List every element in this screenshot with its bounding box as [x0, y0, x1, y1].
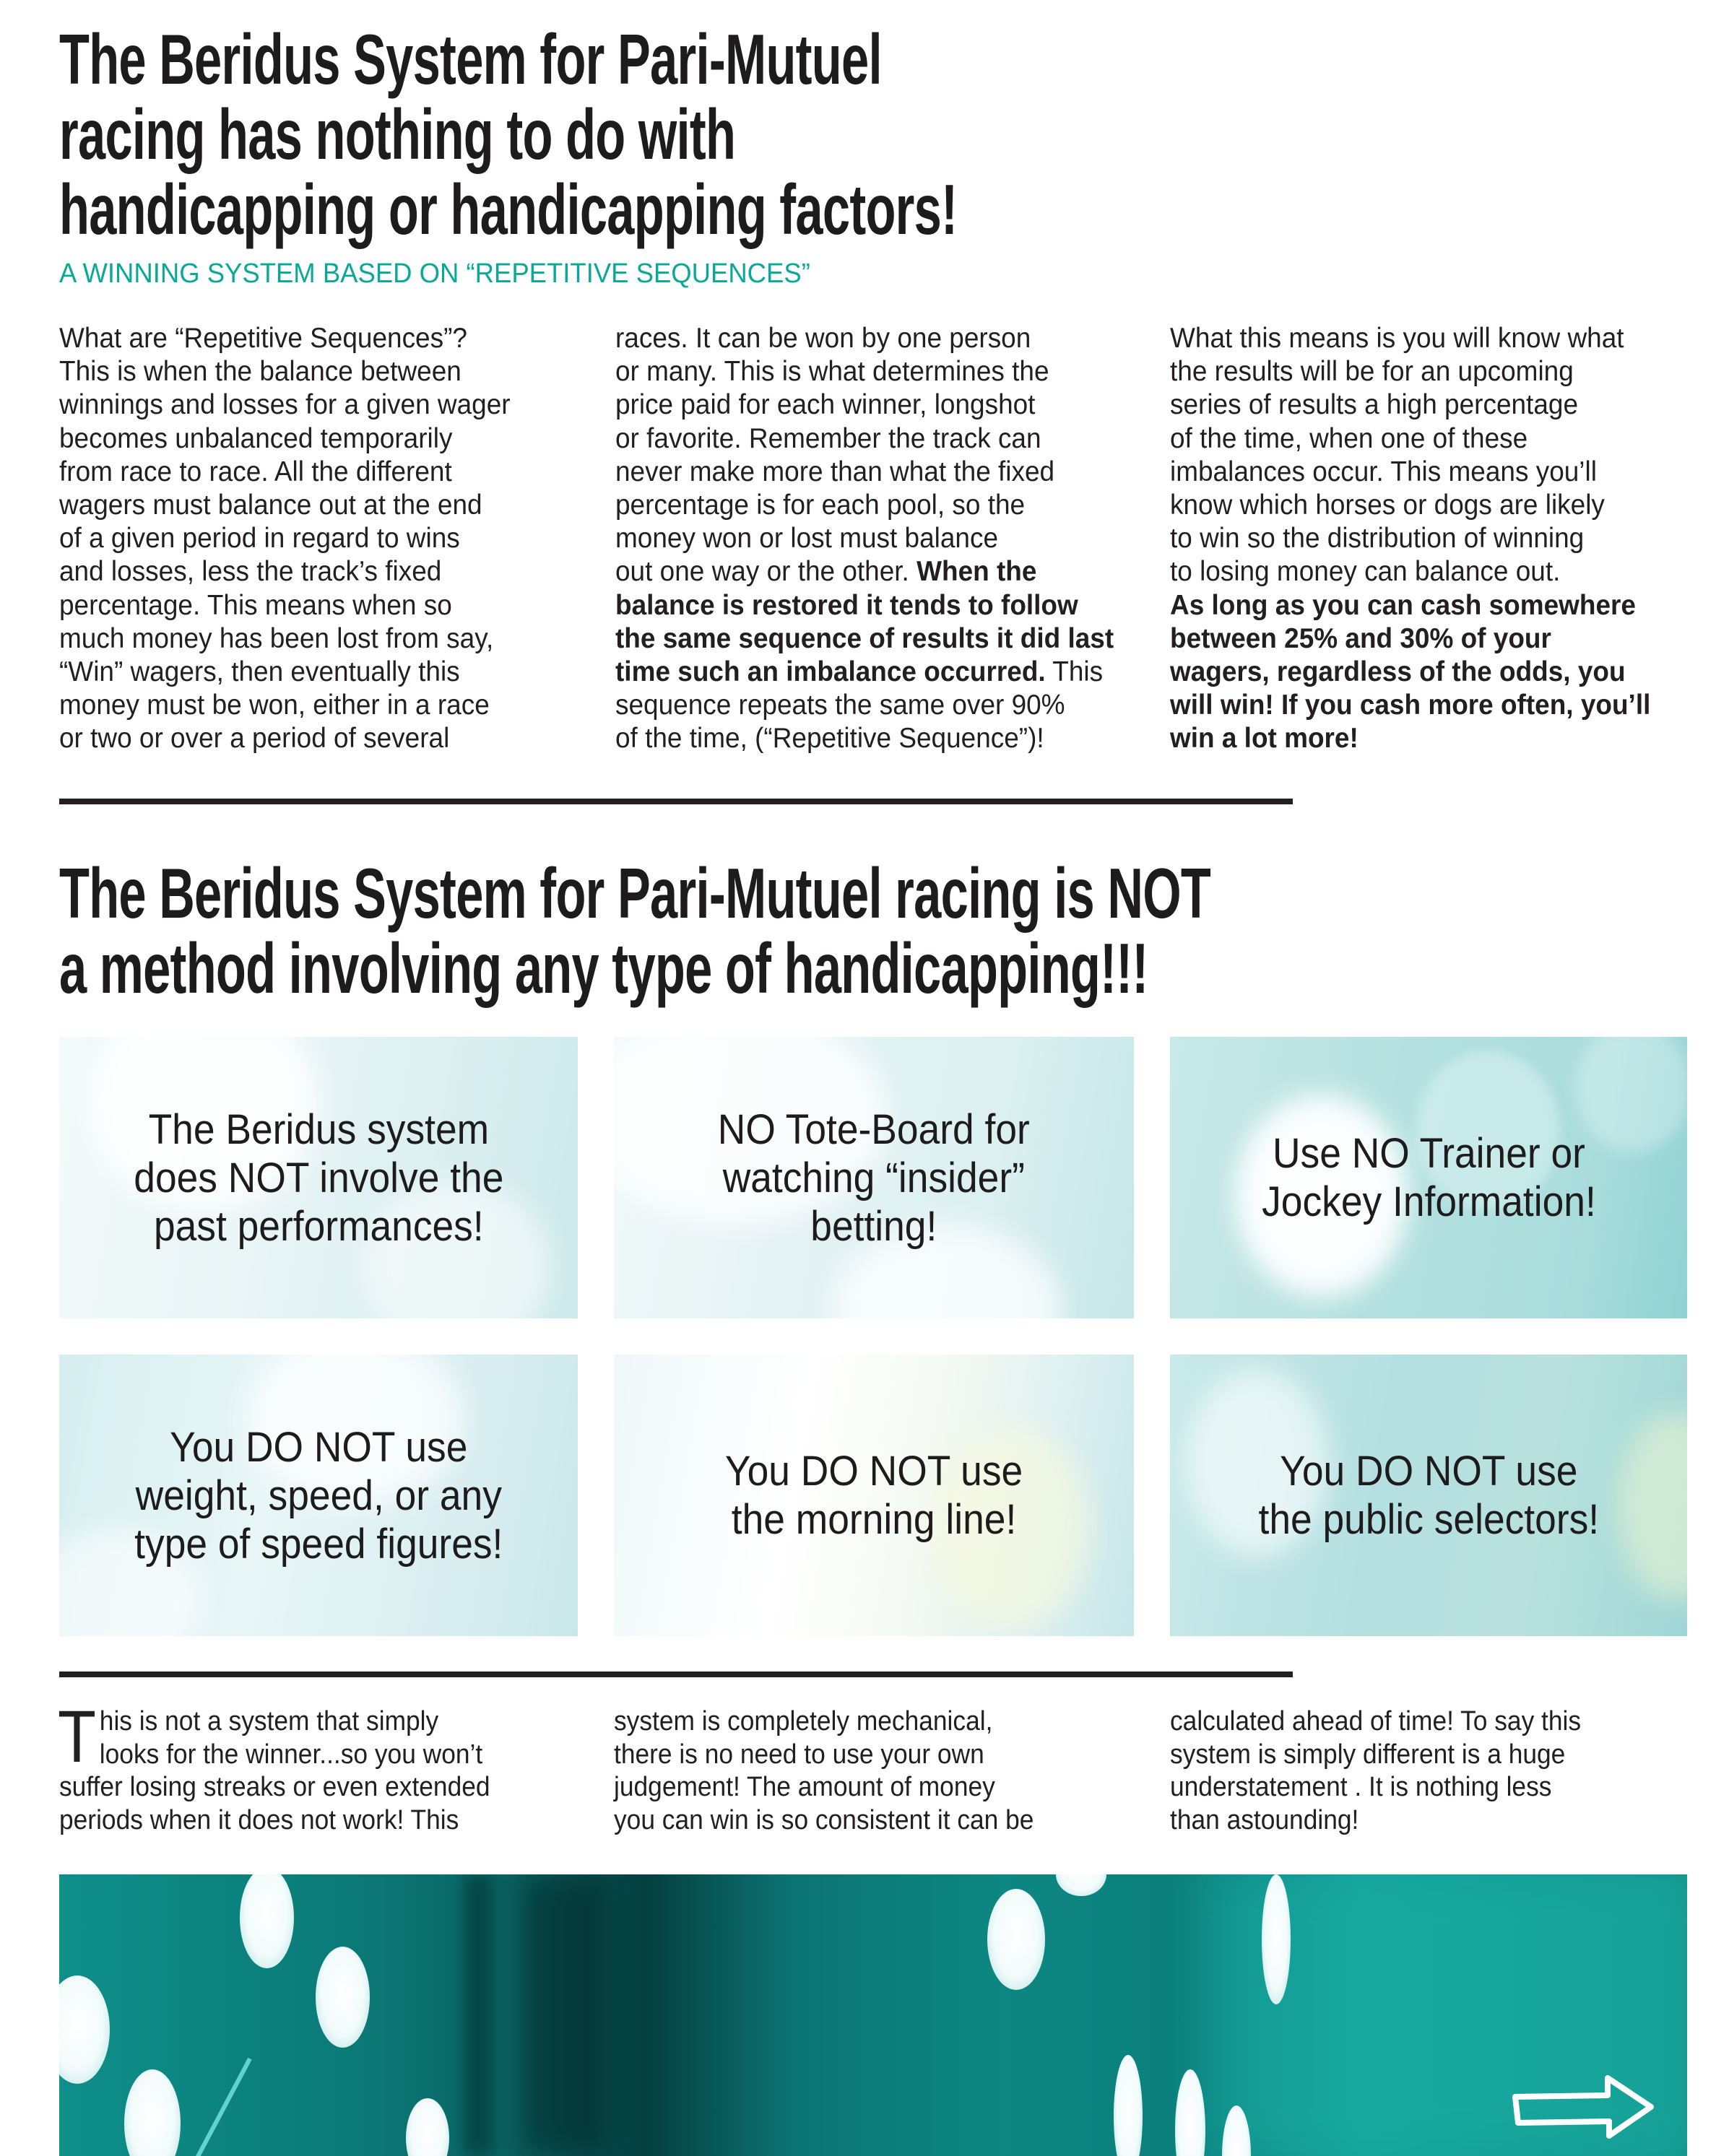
text-line: percentage is for each pool, so the — [615, 490, 1026, 521]
die-pip — [1114, 2055, 1143, 2156]
subtitle: A WINNING SYSTEM BASED ON “REPETITIVE SEQUENCES” — [59, 258, 810, 289]
closing-column-1 — [58, 1695, 556, 1837]
text-line: periods when it does not work! This — [59, 1804, 459, 1835]
bold-text-run: win a lot more! — [1170, 723, 1358, 755]
panel-line: does NOT involve the — [133, 1154, 504, 1201]
intro-column-1 — [59, 322, 572, 756]
text-line: you can win is so consistent it can be — [614, 1804, 1034, 1835]
die-shadow — [464, 1874, 493, 2156]
panel-line: You DO NOT use — [1279, 1448, 1578, 1495]
panel-text — [725, 1447, 1023, 1544]
die-pip — [124, 2069, 181, 2156]
closing-column-3 — [1170, 1705, 1667, 1837]
text-line: becomes unbalanced temporarily — [59, 422, 453, 454]
die-pip — [240, 1874, 294, 1968]
text-line: know which horses or dogs are likely — [1170, 490, 1605, 521]
bokeh-light — [1618, 1412, 1687, 1600]
feature-panel — [59, 1355, 578, 1636]
text-run: out one way or the other. — [615, 556, 917, 588]
text-line: the results will be for an upcoming — [1170, 356, 1574, 388]
bold-text-run: When the — [916, 556, 1037, 588]
text-line: races. It can be won by one person — [615, 323, 1031, 354]
text-line: or many. This is what determines the — [615, 356, 1049, 388]
text-line: from race to race. All the different — [59, 456, 452, 487]
panel-line: past performances! — [153, 1202, 484, 1250]
feature-panel — [59, 1037, 578, 1318]
die-pip — [406, 2098, 449, 2156]
text-line: understatement . It is nothing less — [1170, 1772, 1552, 1802]
panel-line: Use NO Trainer or — [1272, 1130, 1585, 1177]
text-line: much money has been lost from say, — [59, 622, 494, 654]
bold-text-line — [1170, 689, 1683, 722]
headline-line: racing has nothing to do with — [59, 95, 736, 174]
panel-line: Jockey Information! — [1261, 1178, 1596, 1225]
text-line: calculated ahead of time! To say this — [1170, 1706, 1582, 1736]
panel-line: the public selectors! — [1258, 1496, 1599, 1543]
bold-text-line — [1170, 622, 1683, 656]
panel-text — [134, 1423, 503, 1568]
text-line-mixed — [615, 555, 1128, 588]
bold-text-run: between 25% and 30% of your — [1170, 622, 1551, 654]
bold-text-line — [1170, 656, 1683, 689]
text-line: to losing money can balance out. — [1170, 556, 1561, 588]
feature-panel — [1170, 1355, 1687, 1636]
text-line: of the time, when one of these — [1170, 422, 1528, 454]
text-line: to win so the distribution of winning — [1170, 523, 1585, 555]
die-pip — [1056, 1874, 1106, 1896]
die-pip — [1262, 1874, 1291, 2004]
feature-panel — [614, 1355, 1134, 1636]
bold-text-line — [615, 589, 1128, 622]
panel-line: weight, speed, or any — [135, 1472, 502, 1519]
panel-text — [134, 1105, 503, 1251]
section-divider — [59, 1672, 1293, 1677]
panel-line: You DO NOT use — [724, 1448, 1023, 1495]
text-line: or favorite. Remember the track can — [615, 422, 1041, 454]
arrow-right-outline-icon[interactable] — [1507, 2069, 1665, 2142]
drop-cap: T — [58, 1695, 96, 1778]
panel-text — [718, 1105, 1030, 1251]
bold-text-run: time such an imbalance occurred. — [615, 656, 1046, 688]
text-line: percentage. This means when so — [59, 589, 452, 621]
text-line: money won or lost must balance — [615, 523, 999, 555]
intro-column-3 — [1170, 322, 1683, 756]
panel-line: The Beridus system — [148, 1105, 489, 1153]
text-line: judgement! The amount of money — [614, 1772, 995, 1802]
bold-text-line — [615, 622, 1128, 656]
panel-line: type of speed figures! — [134, 1520, 503, 1568]
die-pip — [59, 1975, 110, 2084]
bold-text-line — [1170, 722, 1683, 755]
die-shadow — [521, 1874, 608, 2156]
headline-line: The Beridus System for Pari-Mutuel — [59, 19, 882, 99]
bold-text-run: will win! If you cash more often, you’ll — [1170, 690, 1651, 721]
text-line: and losses, less the track’s fixed — [59, 556, 442, 588]
section-headline — [59, 853, 1211, 1008]
text-line: series of results a high percentage — [1170, 389, 1579, 421]
text-line: his is not a system that simply — [99, 1706, 439, 1736]
text-line: wagers must balance out at the end — [59, 490, 482, 521]
text-line: system is simply different is a huge — [1170, 1739, 1566, 1770]
text-line: winnings and losses for a given wager — [59, 389, 511, 421]
text-line-mixed — [615, 656, 1128, 689]
die-pip — [316, 1947, 370, 2048]
bold-text-run: As long as you can cash somewhere — [1170, 589, 1636, 621]
panel-text — [1258, 1447, 1599, 1544]
section-divider — [59, 799, 1293, 804]
headline-line: a method involving any type of handicapping!!! — [59, 929, 1148, 1008]
text-line: of a given period in regard to wins — [59, 523, 460, 555]
text-line: money must be won, either in a race — [59, 690, 490, 721]
dice-photo — [59, 1874, 1687, 2156]
bold-text-line — [1170, 589, 1683, 622]
text-line: looks for the winner...so you won’t — [99, 1739, 483, 1770]
panel-line: You DO NOT use — [169, 1423, 468, 1471]
text-line: there is no need to use your own — [614, 1739, 984, 1770]
die-pip — [987, 1889, 1045, 1990]
text-line: system is completely mechanical, — [614, 1706, 993, 1736]
text-line: than astounding! — [1170, 1804, 1359, 1835]
text-run: This — [1045, 656, 1104, 688]
text-line: What this means is you will know what — [1170, 323, 1624, 354]
intro-column-2 — [615, 322, 1128, 756]
text-line: or two or over a period of several — [59, 723, 450, 755]
text-line: This is when the balance between — [59, 356, 462, 388]
die-pip — [1175, 2069, 1205, 2156]
text-line: price paid for each winner, longshot — [615, 389, 1036, 421]
closing-column-2 — [614, 1705, 1111, 1837]
panel-line: NO Tote-Board for — [717, 1105, 1031, 1153]
bold-text-run: wagers, regardless of the odds, you — [1170, 656, 1626, 688]
panel-line: watching “insider” — [722, 1154, 1026, 1201]
text-line: What are “Repetitive Sequences”? — [59, 323, 467, 354]
text-line: of the time, (“Repetitive Sequence”)! — [615, 723, 1044, 755]
text-line: imbalances occur. This means you’ll — [1170, 456, 1597, 487]
feature-panel — [614, 1037, 1134, 1318]
feature-panel — [1170, 1037, 1687, 1318]
panel-line: betting! — [810, 1202, 937, 1250]
panel-line: the morning line! — [731, 1496, 1017, 1543]
headline-line: handicapping or handicapping factors! — [59, 170, 958, 249]
text-line: “Win” wagers, then eventually this — [59, 656, 460, 688]
text-line: never make more than what the fixed — [615, 456, 1055, 487]
text-line: suffer losing streaks or even extended — [59, 1772, 490, 1802]
bold-text-run: balance is restored it tends to follow — [615, 589, 1078, 621]
bold-text-run: the same sequence of results it did last — [615, 622, 1114, 654]
headline-line: The Beridus System for Pari-Mutuel racing is NOT — [59, 853, 1211, 933]
panel-text — [1262, 1129, 1596, 1226]
text-line: sequence repeats the same over 90% — [615, 690, 1065, 721]
main-headline — [59, 19, 958, 249]
